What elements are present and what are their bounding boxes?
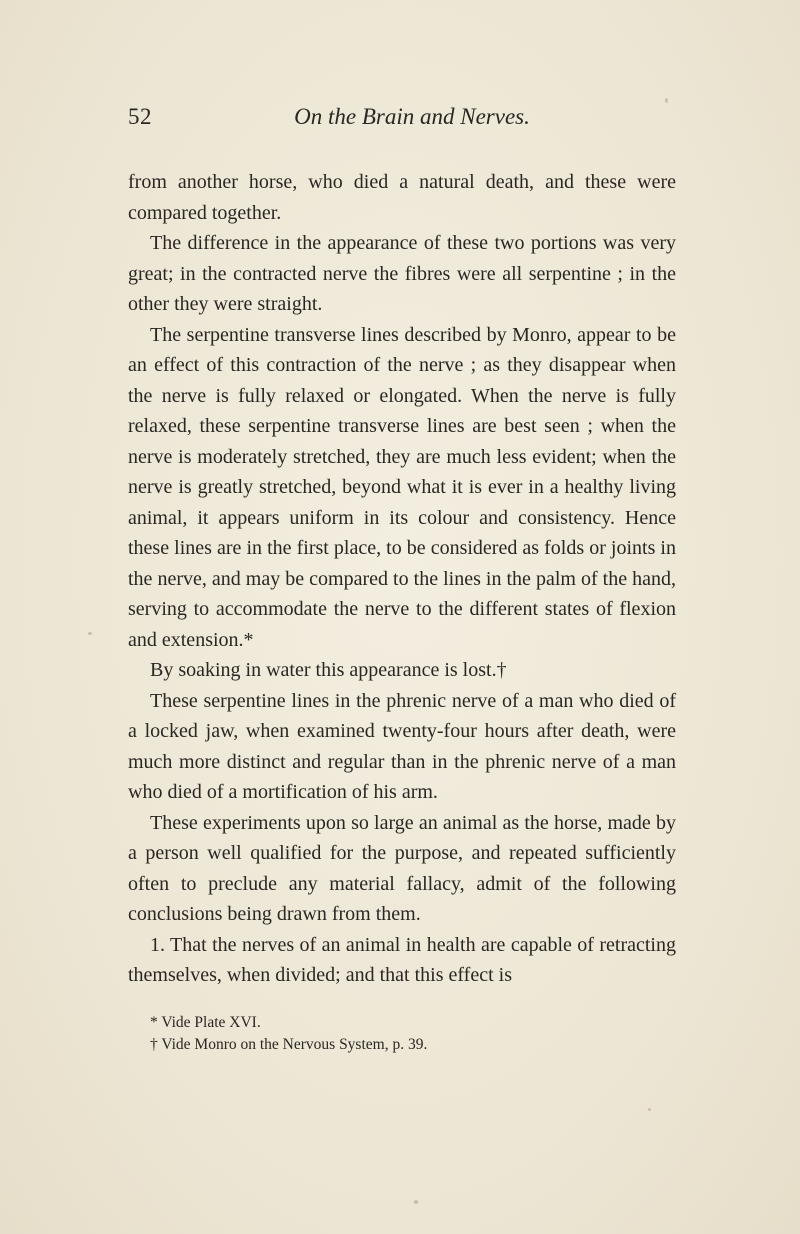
body-text [128,167,676,991]
paragraph: These serpentine lines in the phrenic nerve of a man who died of a locked jaw, when examined twenty-four hours after death, were much more distinct and regular than in the phrenic nerve of a man who died of a mortification of his arm. [128,689,676,803]
paragraph: The difference in the appearance of these two portions was very great; in the contracted nerve the fibres were all serpentine ; in the other they were straight. [128,232,676,315]
paper-speck [648,1108,651,1111]
page-number: 52 [128,104,152,129]
running-title: On the Brain and Nerves. [294,104,530,129]
paragraph: The serpentine transverse lines described by Monro, appear to be an effect of this contraction of the nerve ; as they disappear when the nerve is fully relaxed or elongated. When the nerve is fully relaxed, these serpentine transverse lines are best seen ; when the nerve is moderately stretched, they are much less evident; when the nerve is greatly stretched, beyond what it is ever in a healthy living animal, it appears uniform in its colour and consistency. Hence these lines are in the first place, to be considered as folds or joints in the nerve, and may be compared to the lines in the palm of the hand, serving to accommodate the nerve to the different states of flexion and extension.* [128,323,676,651]
running-head [128,104,676,140]
paper-speck [665,98,668,103]
paragraph-continuation: from another horse, who died a natural death, and these were compared together. [128,171,676,224]
footnote: † Vide Monro on the Nervous System, p. 39. [150,1036,428,1053]
paragraph: These experiments upon so large an animal as the horse, made by a person well qualified for the purpose, and repeated sufficiently often to preclude any material fallacy, admit of the following conclusions being drawn from them. [128,811,676,925]
paper-speck [414,1200,418,1204]
footnote: * Vide Plate XVI. [150,1014,261,1031]
paper-speck [88,632,92,635]
paragraph: By soaking in water this appearance is lost.† [150,659,507,681]
paragraph: 1. That the nerves of an animal in health are capable of retracting themselves, when divided; and that this effect is [128,933,676,986]
footnotes [150,1012,670,1056]
